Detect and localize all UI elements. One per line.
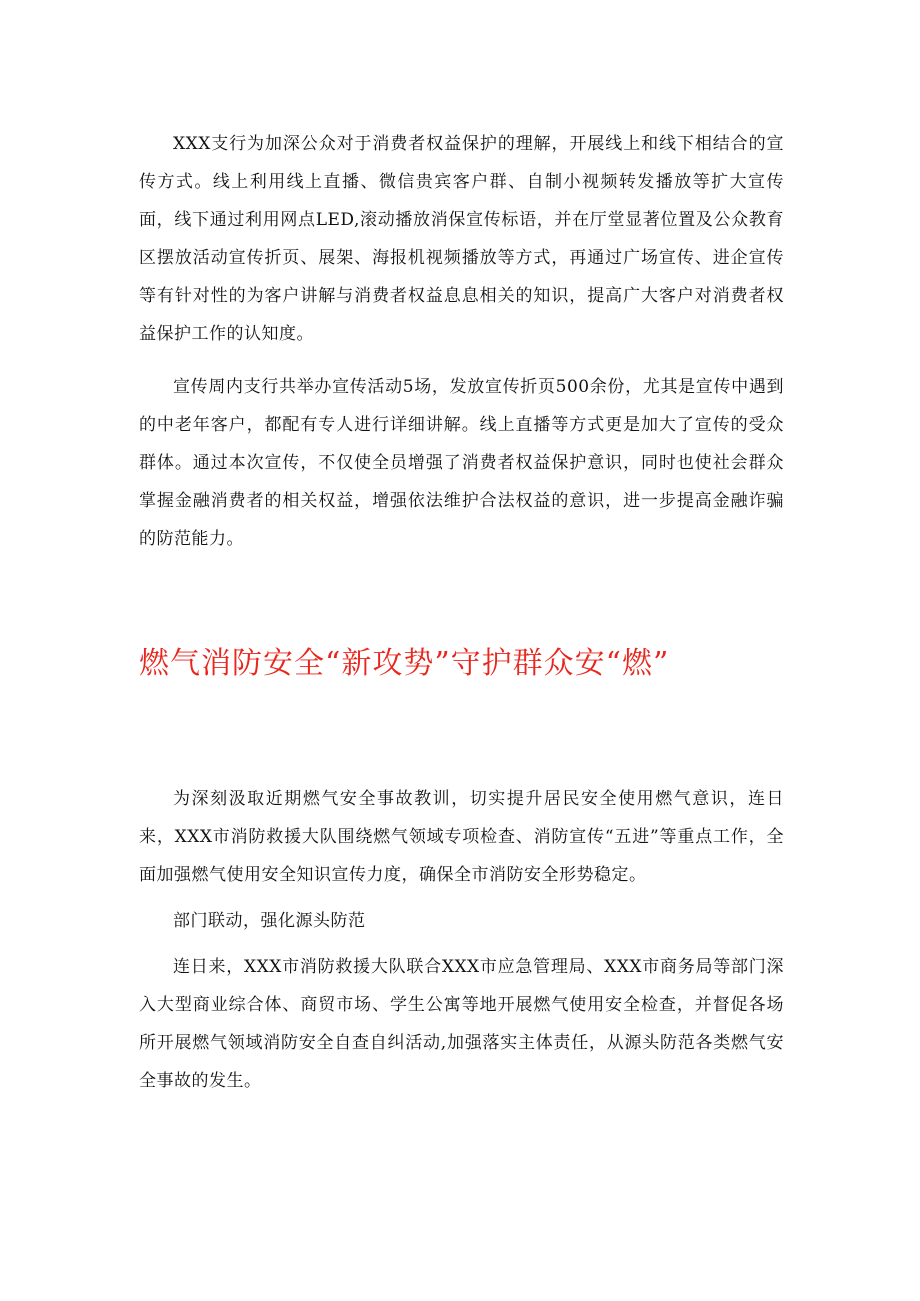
section-bank-publicity: [139, 125, 784, 558]
section-gas-fire-safety: [139, 780, 784, 1100]
article-heading: 燃气消防安全“新攻势”守护群众安“燃”: [139, 646, 670, 681]
subheading-department-linkage: 部门联动，强化源头防范: [173, 911, 366, 931]
paragraph-joint-inspection: 连日来，XXX市消防救援大队联合XXX市应急管理局、XXX市商务局等部门深入大型商业综合体、商贸市场、学生公寓等地开展燃气使用安全检查，并督促各场所开展燃气领域消防安全自查自纠活动,加强落实主体责任，从源头防范各类燃气安全事故的发生。: [139, 957, 784, 1091]
paragraph-gas-safety-intro: 为深刻汲取近期燃气安全事故教训，切实提升居民安全使用燃气意识，连日来，XXX市消防救援大队围绕燃气领域专项检查、消防宣传“五进”等重点工作，全面加强燃气使用安全知识宣传力度，确保全市消防安全形势稳定。: [139, 789, 784, 885]
paragraph-publicity-methods: XXX支行为加深公众对于消费者权益保护的理解，开展线上和线下相结合的宣传方式。线上利用线上直播、微信贵宾客户群、自制小视频转发播放等扩大宣传面，线下通过利用网点LED,滚动播放消保宣传标语，并在厅堂显著位置及公众教育区摆放活动宣传折页、展架、海报机视频播放等方式，再通过广场宣传、进企宣传等有针对性的为客户讲解与消费者权益息息相关的知识，提高广大客户对消费者权益保护工作的认知度。: [139, 134, 784, 344]
paragraph-publicity-results: 宣传周内支行共举办宣传活动5场，发放宣传折页500余份，尤其是宣传中遇到的中老年客户，都配有专人进行详细讲解。线上直播等方式更是加大了宣传的受众群体。通过本次宣传，不仅使全员增强了消费者权益保护意识，同时也使社会群众掌握金融消费者的相关权益，增强依法维护合法权益的意识，进一步提高金融诈骗的防范能力。: [139, 377, 784, 549]
